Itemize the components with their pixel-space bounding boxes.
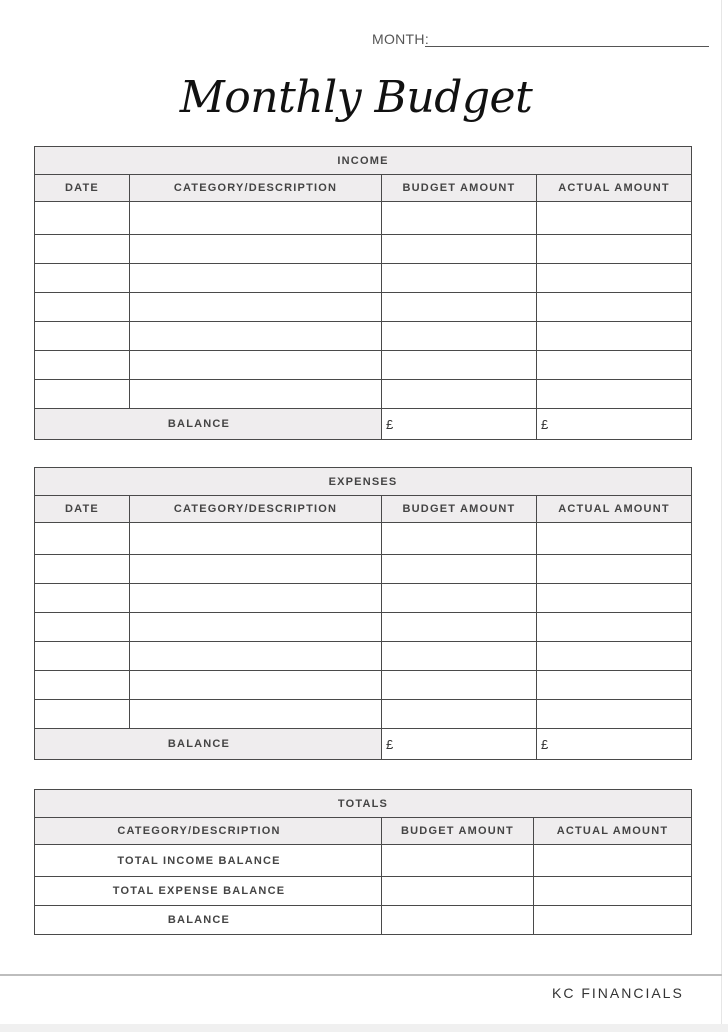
income-cell[interactable] (130, 322, 382, 351)
expenses-cell[interactable] (35, 642, 130, 671)
income-cell[interactable] (130, 235, 382, 264)
income-cell[interactable] (537, 202, 692, 235)
income-cell[interactable] (35, 351, 130, 380)
income-table (34, 146, 692, 440)
income-cell[interactable] (382, 293, 537, 322)
expenses-cell[interactable] (130, 555, 382, 584)
expenses-cell[interactable] (130, 642, 382, 671)
footer-divider (0, 974, 722, 976)
expenses-cell[interactable] (382, 523, 537, 555)
expenses-balance-label: BALANCE (35, 729, 382, 760)
income-balance-label: BALANCE (35, 409, 382, 440)
expenses-cell[interactable] (130, 584, 382, 613)
income-cell[interactable] (35, 264, 130, 293)
income-section-title: INCOME (35, 147, 692, 175)
expenses-cell[interactable] (382, 555, 537, 584)
income-balance-actual[interactable]: £ (537, 409, 692, 440)
expenses-col-actual: ACTUAL AMOUNT (537, 496, 692, 523)
totals-row-income-label: TOTAL INCOME BALANCE (35, 845, 382, 877)
expenses-cell[interactable] (35, 671, 130, 700)
income-cell[interactable] (382, 264, 537, 293)
totals-balance-actual[interactable] (534, 906, 692, 935)
expenses-cell[interactable] (35, 700, 130, 729)
income-cell[interactable] (382, 351, 537, 380)
income-col-budget: BUDGET AMOUNT (382, 175, 537, 202)
expenses-cell[interactable] (35, 613, 130, 642)
page-title: Monthly Budget (179, 72, 533, 123)
income-cell[interactable] (35, 293, 130, 322)
income-cell[interactable] (537, 293, 692, 322)
expenses-cell[interactable] (537, 642, 692, 671)
income-cell[interactable] (130, 264, 382, 293)
income-col-date: DATE (35, 175, 130, 202)
income-cell[interactable] (130, 293, 382, 322)
totals-income-budget[interactable] (382, 845, 534, 877)
month-label: MONTH: (372, 31, 430, 47)
totals-table (34, 789, 692, 935)
totals-expense-actual[interactable] (534, 877, 692, 906)
expenses-table (34, 467, 692, 760)
expenses-col-date: DATE (35, 496, 130, 523)
month-input-line[interactable] (425, 46, 709, 47)
income-cell[interactable] (537, 380, 692, 409)
income-cell[interactable] (537, 322, 692, 351)
income-cell[interactable] (35, 380, 130, 409)
income-cell[interactable] (382, 380, 537, 409)
expenses-cell[interactable] (382, 584, 537, 613)
income-cell[interactable] (382, 202, 537, 235)
income-cell[interactable] (35, 202, 130, 235)
expenses-cell[interactable] (537, 613, 692, 642)
expenses-cell[interactable] (130, 671, 382, 700)
totals-expense-budget[interactable] (382, 877, 534, 906)
expenses-cell[interactable] (382, 671, 537, 700)
expenses-balance-actual[interactable]: £ (537, 729, 692, 760)
expenses-cell[interactable] (130, 523, 382, 555)
income-cell[interactable] (130, 202, 382, 235)
expenses-cell[interactable] (35, 584, 130, 613)
expenses-balance-budget[interactable]: £ (382, 729, 537, 760)
income-cell[interactable] (130, 351, 382, 380)
expenses-cell[interactable] (382, 700, 537, 729)
income-cell[interactable] (537, 351, 692, 380)
expenses-cell[interactable] (130, 613, 382, 642)
expenses-cell[interactable] (35, 523, 130, 555)
expenses-col-category: CATEGORY/DESCRIPTION (130, 496, 382, 523)
expenses-cell[interactable] (130, 700, 382, 729)
totals-balance-budget[interactable] (382, 906, 534, 935)
income-cell[interactable] (35, 235, 130, 264)
income-cell[interactable] (382, 322, 537, 351)
income-col-category: CATEGORY/DESCRIPTION (130, 175, 382, 202)
totals-col-category: CATEGORY/DESCRIPTION (35, 818, 382, 845)
page-bottom-margin (0, 1024, 728, 1032)
totals-income-actual[interactable] (534, 845, 692, 877)
income-cell[interactable] (130, 380, 382, 409)
income-cell[interactable] (382, 235, 537, 264)
expenses-cell[interactable] (382, 613, 537, 642)
expenses-cell[interactable] (35, 555, 130, 584)
income-cell[interactable] (537, 235, 692, 264)
totals-section-title: TOTALS (35, 790, 692, 818)
income-cell[interactable] (35, 322, 130, 351)
totals-row-balance-label: BALANCE (35, 906, 382, 935)
expenses-cell[interactable] (382, 642, 537, 671)
expenses-cell[interactable] (537, 584, 692, 613)
expenses-cell[interactable] (537, 700, 692, 729)
income-balance-budget[interactable]: £ (382, 409, 537, 440)
expenses-cell[interactable] (537, 555, 692, 584)
totals-col-budget: BUDGET AMOUNT (382, 818, 534, 845)
totals-row-expense-label: TOTAL EXPENSE BALANCE (35, 877, 382, 906)
income-col-actual: ACTUAL AMOUNT (537, 175, 692, 202)
totals-col-actual: ACTUAL AMOUNT (534, 818, 692, 845)
expenses-col-budget: BUDGET AMOUNT (382, 496, 537, 523)
expenses-section-title: EXPENSES (35, 468, 692, 496)
expenses-cell[interactable] (537, 671, 692, 700)
expenses-cell[interactable] (537, 523, 692, 555)
income-cell[interactable] (537, 264, 692, 293)
footer-brand: KC FINANCIALS (552, 985, 684, 1001)
